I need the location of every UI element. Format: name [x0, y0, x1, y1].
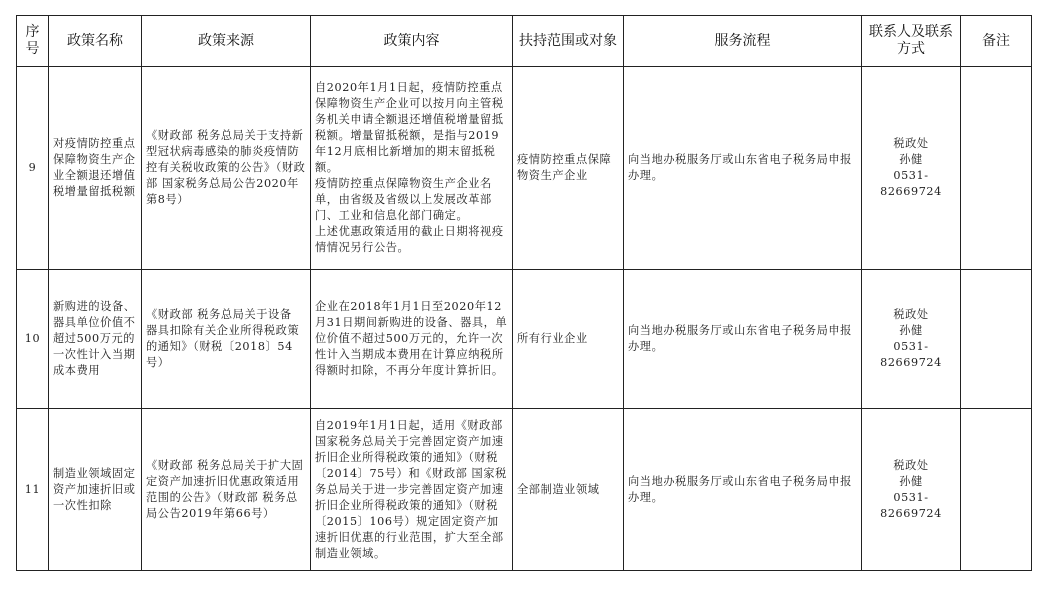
header-policy-source: 政策来源 [142, 16, 311, 67]
cell-policy-content [311, 67, 513, 270]
header-contact [862, 16, 961, 67]
cell-policy-source: 《财政部 税务总局关于支持新型冠状病毒感染的肺炎疫情防控有关税收政策的公告》（财政部 国家税务总局公告2020年第8号） [142, 67, 311, 270]
contact-phone: 0531-82669724 [880, 490, 942, 520]
header-policy-content: 政策内容 [311, 16, 513, 67]
header-seq [17, 16, 49, 67]
header-process: 服务流程 [624, 16, 862, 67]
content-paragraph: 企业在2018年1月1日至2020年12月31日期间新购进的设备、器具，单位价值不超过500万元的，允许一次性计入当期成本费用在计算应纳税所得额时扣除，不再分年度计算折旧。 [315, 300, 508, 377]
table-row [17, 409, 1032, 571]
cell-seq: 11 [17, 409, 49, 571]
policy-table [16, 15, 1032, 571]
contact-phone: 0531-82669724 [880, 169, 942, 198]
contact-person: 孙健 [899, 324, 923, 337]
cell-scope: 所有行业企业 [513, 270, 624, 409]
cell-policy-content [311, 409, 513, 571]
header-contact-line-1: 联系人及联系 [869, 24, 953, 40]
contact-phone: 0531-82669724 [880, 340, 942, 369]
cell-policy-name: 新购进的设备、器具单位价值不超过500万元的一次性计入当期成本费用 [49, 270, 142, 409]
cell-seq: 10 [17, 270, 49, 409]
cell-scope: 全部制造业领域 [513, 409, 624, 571]
cell-remark [961, 409, 1032, 571]
contact-dept: 税政处 [893, 137, 929, 150]
header-contact-line-2: 方式 [897, 41, 925, 57]
contact-dept: 税政处 [893, 458, 929, 472]
header-policy-name: 政策名称 [49, 16, 142, 67]
cell-scope: 疫情防控重点保障物资生产企业 [513, 67, 624, 270]
content-paragraph: 上述优惠政策适用的截止日期将视疫情情况另行公告。 [315, 225, 504, 254]
cell-policy-source: 《财政部 税务总局关于设备 器具扣除有关企业所得税政策的通知》（财税〔2018〕54号） [142, 270, 311, 409]
table-row [17, 67, 1032, 270]
content-paragraph: 自2019年1月1日起，适用《财政部 国家税务总局关于完善固定资产加速折旧企业所得税政策的通知》（财税〔2014〕75号）和《财政部 国家税务总局关于进一步完善固定资产加速折旧企业所得税政策的通知》（财税〔2015〕106号）规定固定资产加速折旧优惠的行业范围，扩大至全部制造业领域。 [315, 418, 507, 560]
cell-process: 向当地办税服务厅或山东省电子税务局申报办理。 [624, 409, 862, 571]
cell-process: 向当地办税服务厅或山东省电子税务局申报办理。 [624, 270, 862, 409]
cell-policy-name: 对疫情防控重点保障物资生产企业全额退还增值税增量留抵税额 [49, 67, 142, 270]
cell-policy-name: 制造业领域固定资产加速折旧或一次性扣除 [49, 409, 142, 571]
header-seq-line-1: 序 [25, 24, 40, 40]
contact-person: 孙健 [899, 153, 923, 166]
contact-person: 孙健 [899, 474, 923, 488]
cell-policy-source: 《财政部 税务总局关于扩大固定资产加速折旧优惠政策适用范围的公告》（财政部 税务总局公告2019年第66号） [142, 409, 311, 571]
cell-contact [862, 409, 961, 571]
content-paragraph: 疫情防控重点保障物资生产企业名单，由省级及省级以上发展改革部门、工业和信息化部门确定。 [315, 177, 492, 222]
cell-contact [862, 67, 961, 270]
content-paragraph: 自2020年1月1日起，疫情防控重点保障物资生产企业可以按月向主管税务机关申请全额退还增值税增量留抵税额。增量留抵税额，是指与2019年12月底相比新增加的期末留抵税额。 [315, 81, 504, 174]
cell-policy-content [311, 270, 513, 409]
cell-seq: 9 [17, 67, 49, 270]
header-seq-line-2: 号 [25, 41, 40, 57]
table-row [17, 270, 1032, 409]
header-remark: 备注 [961, 16, 1032, 67]
header-row [17, 16, 1032, 67]
cell-contact [862, 270, 961, 409]
cell-remark [961, 270, 1032, 409]
contact-dept: 税政处 [893, 308, 929, 321]
cell-process: 向当地办税服务厅或山东省电子税务局申报办理。 [624, 67, 862, 270]
header-scope: 扶持范围或对象 [513, 16, 624, 67]
cell-remark [961, 67, 1032, 270]
